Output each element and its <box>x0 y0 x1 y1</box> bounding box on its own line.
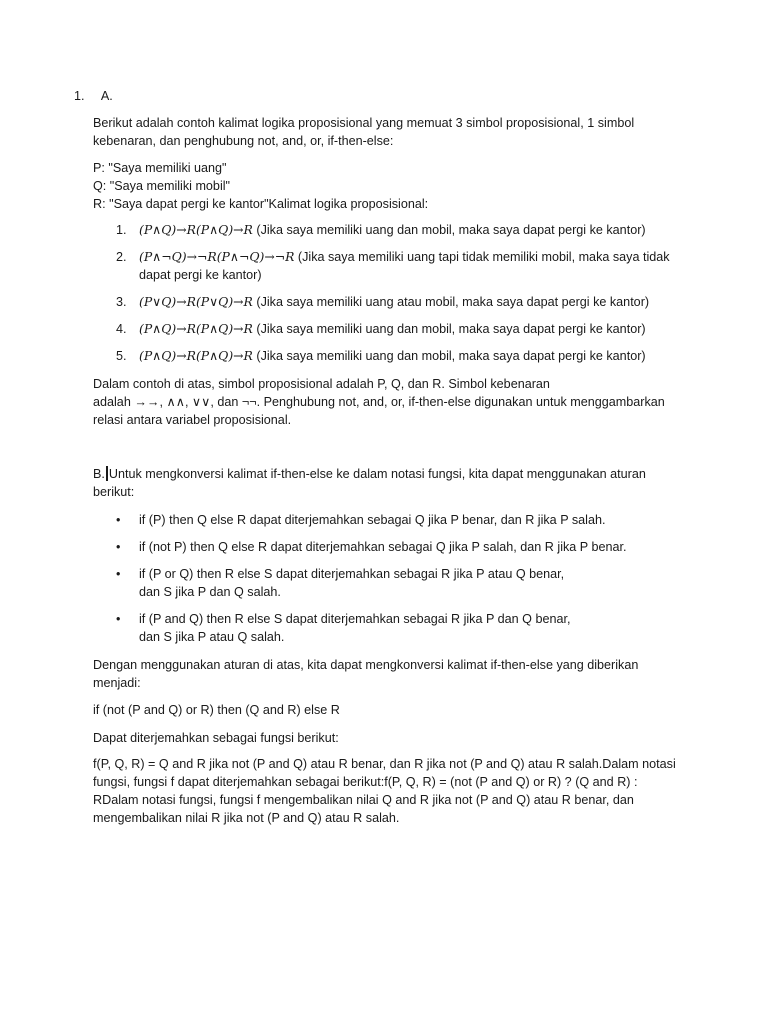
paragraph-line: Berikut adalah contoh kalimat logika proposisional yang memuat 3 simbol proposisional, 1 simbol <box>93 116 635 130</box>
paragraph-line: relasi antara variabel proposisional. <box>93 413 292 427</box>
bullet-icon: • <box>116 513 121 527</box>
example-formula: (P∨Q)→R(P∨Q)→R <box>139 294 253 309</box>
example-number: 1. <box>116 223 127 237</box>
rule-text: if (P and Q) then R else S dapat diterjemahkan sebagai R jika P dan Q benar, <box>139 612 571 626</box>
proposition-q: Q: "Saya memiliki mobil" <box>93 179 231 193</box>
example-text: (Jika saya memiliki uang tapi tidak memiliki mobil, maka saya tidak <box>297 250 670 264</box>
proposition-p: P: "Saya memiliki uang" <box>93 161 227 175</box>
rule-text: if (P or Q) then R else S dapat diterjemahkan sebagai R jika P atau Q benar, <box>139 567 565 581</box>
paragraph-line: Dengan menggunakan aturan di atas, kita dapat mengkonversi kalimat if-then-else yang diberikan <box>93 658 639 672</box>
rule-item <box>116 565 676 601</box>
example-item <box>116 293 676 311</box>
rule-item <box>116 610 676 646</box>
paragraph-line: Dapat diterjemahkan sebagai fungsi berikut: <box>93 731 339 745</box>
example-item <box>116 347 676 365</box>
if-then-else-expression: if (not (P and Q) or R) then (Q and R) else R <box>93 703 340 717</box>
function-intro <box>93 729 683 747</box>
paragraph-line: Untuk mengkonversi kalimat if-then-else ke dalam notasi fungsi, kita dapat menggunakan aturan <box>108 467 646 481</box>
bullet-icon: • <box>116 567 121 581</box>
paragraph-line: mengembalikan nilai R jika not (P and Q) atau R salah. <box>93 811 400 825</box>
example-item <box>116 320 676 338</box>
summary-paragraph <box>93 375 683 429</box>
example-text-continued: dapat pergi ke kantor) <box>139 268 262 282</box>
conversion-paragraph <box>93 656 683 692</box>
paragraph-line: f(P, Q, R) = Q and R jika not (P and Q) atau R benar, dan R jika not (P and Q) atau R salah.Dalam notasi <box>93 757 676 771</box>
example-text: (Jika saya memiliki uang dan mobil, maka saya dapat pergi ke kantor) <box>256 322 646 336</box>
rule-text: if (not P) then Q else R dapat diterjemahkan sebagai Q jika P salah, dan R jika P benar. <box>139 540 627 554</box>
paragraph-line: kebenaran, dan penghubung not, and, or, if-then-else: <box>93 134 394 148</box>
section-label: A. <box>100 89 113 103</box>
rule-item <box>116 511 676 529</box>
example-number: 4. <box>116 322 127 336</box>
paragraph-line: RDalam notasi fungsi, fungsi f mengembalikan nilai Q and R jika not (P and Q) atau R benar, dan <box>93 793 634 807</box>
example-formula: (P∧Q)→R(P∧Q)→R <box>139 348 253 363</box>
example-text: (Jika saya memiliki uang dan mobil, maka saya dapat pergi ke kantor) <box>256 223 646 237</box>
list-number: 1. <box>74 89 85 103</box>
example-text: (Jika saya memiliki uang atau mobil, maka saya dapat pergi ke kantor) <box>256 295 650 309</box>
section-label: B. <box>93 467 105 481</box>
section-b-intro <box>93 465 683 501</box>
rule-text: dan S jika P atau Q salah. <box>139 630 285 644</box>
section-a-heading <box>74 87 674 105</box>
example-number: 2. <box>116 250 127 264</box>
bullet-icon: • <box>116 612 121 626</box>
rule-item <box>116 538 676 556</box>
example-number: 5. <box>116 349 127 363</box>
paragraph-line: Dalam contoh di atas, simbol proposisional adalah P, Q, dan R. Simbol kebenaran <box>93 377 550 391</box>
function-paragraph <box>93 755 683 827</box>
example-item <box>116 248 676 284</box>
rule-text: if (P) then Q else R dapat diterjemahkan sebagai Q jika P benar, dan R jika P salah. <box>139 513 606 527</box>
example-item <box>116 221 676 239</box>
propositions-block <box>93 159 683 213</box>
example-number: 3. <box>116 295 127 309</box>
example-formula: (P∧Q)→R(P∧Q)→R <box>139 222 253 237</box>
rule-text: dan S jika P dan Q salah. <box>139 585 281 599</box>
paragraph-line: menjadi: <box>93 676 141 690</box>
paragraph-line: adalah →→, ∧∧, ∨∨, dan ¬¬. Penghubung not, and, or, if-then-else digunakan untuk menggambarkan <box>93 395 665 409</box>
example-formula: (P∧Q)→R(P∧Q)→R <box>139 321 253 336</box>
proposition-r: R: "Saya dapat pergi ke kantor"Kalimat logika proposisional: <box>93 197 429 211</box>
intro-paragraph <box>93 114 683 150</box>
text-cursor <box>106 466 108 481</box>
expression-line <box>93 701 683 719</box>
paragraph-line: fungsi, fungsi f dapat diterjemahkan sebagai berikut:f(P, Q, R) = (not (P and Q) or R) ? (Q and R) : <box>93 775 638 789</box>
paragraph-line: berikut: <box>93 485 135 499</box>
bullet-icon: • <box>116 540 121 554</box>
example-text: (Jika saya memiliki uang dan mobil, maka saya dapat pergi ke kantor) <box>256 349 646 363</box>
example-formula: (P∧¬Q)→¬R(P∧¬Q)→¬R <box>139 249 295 264</box>
